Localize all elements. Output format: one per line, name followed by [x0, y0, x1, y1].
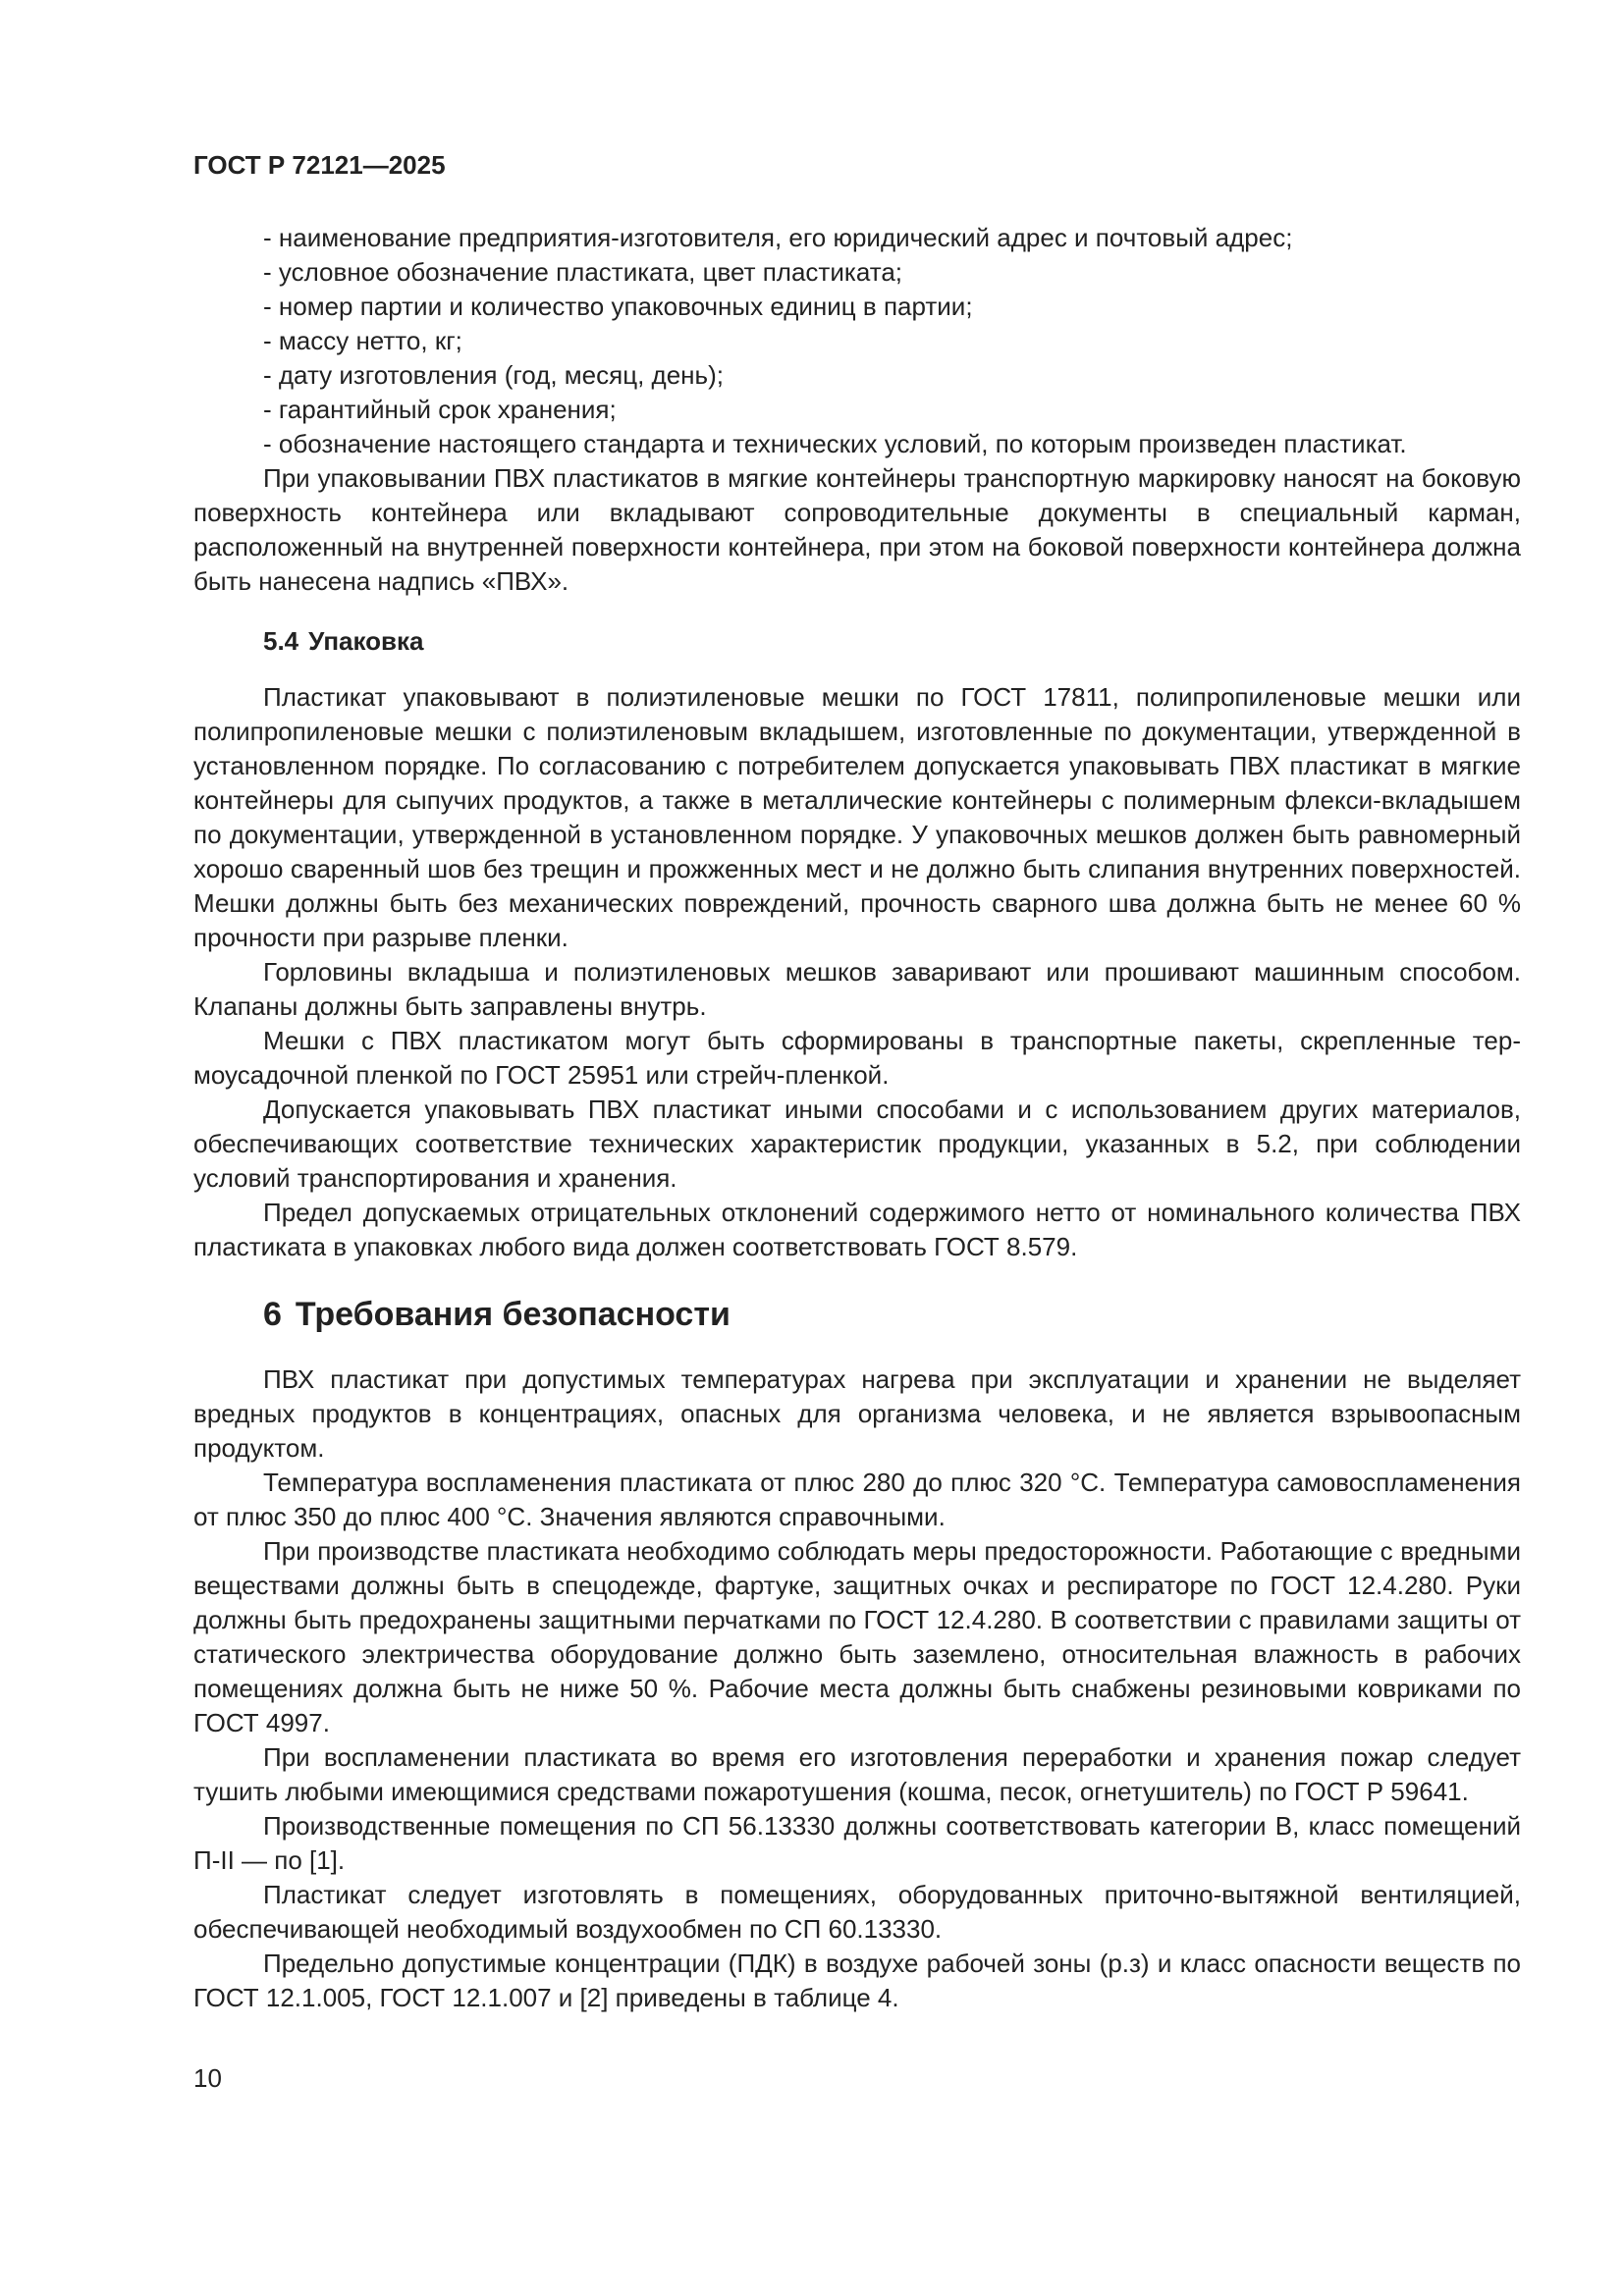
- section-title: Упаковка: [308, 626, 424, 656]
- paragraph: Предельно допустимые концентрации (ПДК) в воздухе рабочей зоны (р.з) и класс опасности веществ по ГОСТ 12.1.005, ГОСТ 12.1.007 и [2] приведены в таблице 4.: [193, 1949, 1521, 2012]
- paragraph: При воспламенении пластиката во время его изготовления переработки и хранения пожар следует тушить любыми имеющимися средствами пожаротушения (кошма, песок, огнетушитель) по ГОСТ Р 59641.: [193, 1742, 1521, 1806]
- paragraph: Допускается упаковывать ПВХ пластикат иными способами и с использованием других материалов, обеспечивающих соответствие технических характеристик продукции, указанных в 5.2, при соблюдении условий транспортирования и хранения.: [193, 1095, 1521, 1193]
- page-body: [193, 221, 1521, 2015]
- paragraph: При упаковывании ПВХ пластикатов в мягкие контейнеры транспортную маркировку наносят на боковую поверхность контейнера или вкладывают сопроводительные документы в специальный карман, расположенный на внутренней поверхности контейнера, при этом на боковой поверхности контейнера должна быть нанесена надпись «ПВХ».: [193, 463, 1521, 596]
- paragraph: Пластикат упаковывают в полиэтиленовые мешки по ГОСТ 17811, полипропиленовые мешки или полипропиленовые мешки с полиэтиленовым вкладышем, изготовленные по документации, утвержденной в установленном порядке. По согласованию с потребителем допускается упаковывать ПВХ пластикат в мягкие контейнеры для сыпучих продуктов, а также в металлические контейнеры с полимерным флекси-вкладышем по документации, утвержденной в установленном порядке. У упаковочных мешков должен быть равномерный хорошо сваренный шов без трещин и прожженных мест и не должно быть слипания внутренних поверхностей. Мешки должны быть без механических повреждений, прочность сварного шва должна быть не менее 60 % прочности при разрыве пленки.: [193, 682, 1521, 952]
- paragraph: Температура воспламенения пластиката от плюс 280 до плюс 320 °С. Температура самовоспламенения от плюс 350 до плюс 400 °С. Значения являются справочными.: [193, 1468, 1521, 1531]
- document-code: ГОСТ Р 72121—2025: [193, 150, 446, 180]
- list-item: - гарантийный срок хранения;: [263, 395, 617, 424]
- paragraph: ПВХ пластикат при допустимых температурах нагрева при эксплуатации и хранении не выделяет вредных продуктов в концентрациях, опасных для организма человека, и не является взрывоопасным продуктом.: [193, 1364, 1521, 1463]
- paragraph: Мешки с ПВХ пластикатом могут быть сформированы в транспортные пакеты, скрепленные термоусадочной пленкой по ГОСТ 25951 или стрейч-пленкой.: [193, 1026, 1521, 1090]
- section-5-4-heading: [193, 624, 1521, 659]
- section-number: 6: [263, 1296, 282, 1333]
- marking-list: [193, 221, 1521, 461]
- paragraph: Производственные помещения по СП 56.13330 должны соответствовать категории В, класс помещений П-II — по [1].: [193, 1811, 1521, 1875]
- section-number: 5.4: [263, 626, 299, 656]
- section-6-heading: [193, 1294, 1521, 1335]
- list-item: - номер партии и количество упаковочных единиц в партии;: [263, 292, 973, 321]
- list-item: - условное обозначение пластиката, цвет пластиката;: [263, 257, 903, 287]
- section-title: Требования безопасности: [295, 1296, 731, 1333]
- paragraph: При производстве пластиката необходимо соблюдать меры предосторожности. Работающие с вредными веществами должны быть в спецодежде, фартуке, защитных очках и респираторе по ГОСТ 12.4.280. Руки должны быть предохранены защитными перчатками по ГОСТ 12.4.280. В соответствии с правилами защиты от статического электричества оборудование должно быть заземлено, относительная влажность в рабочих помещениях должна быть не ниже 50 %. Рабочие места должны быть снабжены резиновыми ковриками по ГОСТ 4997.: [193, 1536, 1521, 1737]
- paragraph: Горловины вкладыша и полиэтиленовых мешков заваривают или прошивают машинным способом. Клапаны должны быть заправлены внутрь.: [193, 957, 1521, 1021]
- paragraph: Пластикат следует изготовлять в помещениях, оборудованных приточно-вытяжной вентиляцией, обеспечивающей необходимый воздухообмен по СП 60.13330.: [193, 1880, 1521, 1944]
- list-item: - массу нетто, кг;: [263, 326, 462, 355]
- page-number: 10: [193, 2063, 222, 2093]
- list-item: - дату изготовления (год, месяц, день);: [263, 360, 724, 390]
- list-item: - обозначение настоящего стандарта и технических условий, по которым произведен пластикат.: [263, 429, 1407, 458]
- list-item: - наименование предприятия-изготовителя, его юридический адрес и почтовый адрес;: [263, 223, 1293, 252]
- paragraph: Предел допускаемых отрицательных отклонений содержимого нетто от номинального количества ПВХ пластиката в упаковках любого вида должен соответствовать ГОСТ 8.579.: [193, 1198, 1521, 1261]
